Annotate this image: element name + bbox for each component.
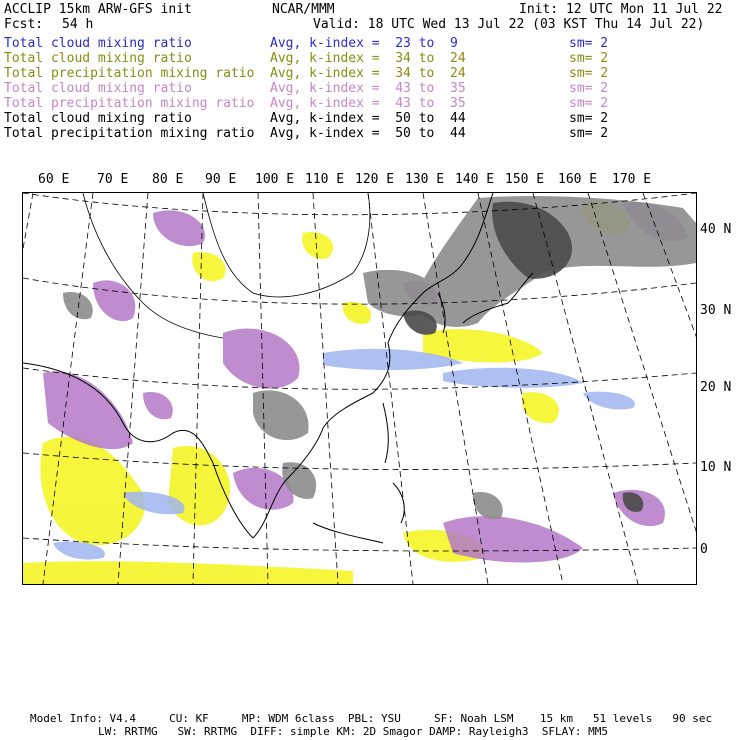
longitude-label: 110 E bbox=[305, 172, 345, 187]
longitude-label: 90 E bbox=[205, 172, 237, 187]
field-smoothing: sm= 2 bbox=[569, 51, 609, 66]
longitude-label: 150 E bbox=[505, 172, 545, 187]
field-level-range: Avg, k-index = 50 to 44 bbox=[270, 111, 466, 126]
longitude-label: 80 E bbox=[152, 172, 184, 187]
field-name: Total cloud mixing ratio bbox=[4, 36, 192, 51]
latitude-label: 30 N bbox=[700, 303, 732, 318]
latitude-label: 20 N bbox=[700, 380, 732, 395]
field-name: Total precipitation mixing ratio bbox=[4, 96, 255, 111]
map-canvas bbox=[23, 193, 696, 584]
map-panel bbox=[22, 192, 697, 585]
blue-cloud-shading bbox=[53, 349, 635, 560]
longitude-label: 60 E bbox=[38, 172, 70, 187]
longitude-label: 130 E bbox=[405, 172, 445, 187]
field-smoothing: sm= 2 bbox=[569, 81, 609, 96]
forecast-label: Fcst: bbox=[4, 17, 44, 32]
field-level-range: Avg, k-index = 50 to 44 bbox=[270, 126, 466, 141]
field-level-range: Avg, k-index = 43 to 35 bbox=[270, 81, 466, 96]
model-info-line1: Model Info: V4.4 CU: KF MP: WDM 6class PBL: YSU SF: Noah LSM 15 km 51 levels 90 sec bbox=[30, 712, 713, 725]
valid-time: Valid: 18 UTC Wed 13 Jul 22 (03 KST Thu 14 Jul 22) bbox=[313, 17, 705, 32]
title-left: ACCLIP 15km ARW-GFS init bbox=[4, 2, 192, 17]
latitude-label: 40 N bbox=[700, 222, 732, 237]
longitude-label: 140 E bbox=[455, 172, 495, 187]
field-name: Total cloud mixing ratio bbox=[4, 51, 192, 66]
field-smoothing: sm= 2 bbox=[569, 96, 609, 111]
longitude-label: 100 E bbox=[255, 172, 295, 187]
latitude-label: 0 bbox=[700, 542, 708, 557]
field-name: Total precipitation mixing ratio bbox=[4, 126, 255, 141]
forecast-hours: 54 h bbox=[62, 17, 94, 32]
init-time: Init: 12 UTC Mon 11 Jul 22 bbox=[519, 2, 723, 17]
field-smoothing: sm= 2 bbox=[569, 36, 609, 51]
longitude-label: 170 E bbox=[612, 172, 652, 187]
field-smoothing: sm= 2 bbox=[569, 126, 609, 141]
field-smoothing: sm= 2 bbox=[569, 111, 609, 126]
field-smoothing: sm= 2 bbox=[569, 66, 609, 81]
title-center: NCAR/MMM bbox=[272, 2, 335, 17]
latitude-label: 10 N bbox=[700, 460, 732, 475]
field-level-range: Avg, k-index = 23 to 9 bbox=[270, 36, 458, 51]
longitude-label: 160 E bbox=[558, 172, 598, 187]
longitude-label: 70 E bbox=[97, 172, 129, 187]
field-name: Total precipitation mixing ratio bbox=[4, 66, 255, 81]
longitude-label: 120 E bbox=[355, 172, 395, 187]
field-name: Total cloud mixing ratio bbox=[4, 81, 192, 96]
model-info-line2: LW: RRTMG SW: RRTMG DIFF: simple KM: 2D Smagor DAMP: Rayleigh3 SFLAY: MM5 bbox=[98, 725, 608, 738]
field-level-range: Avg, k-index = 34 to 24 bbox=[270, 66, 466, 81]
field-level-range: Avg, k-index = 34 to 24 bbox=[270, 51, 466, 66]
field-name: Total cloud mixing ratio bbox=[4, 111, 192, 126]
field-level-range: Avg, k-index = 43 to 35 bbox=[270, 96, 466, 111]
